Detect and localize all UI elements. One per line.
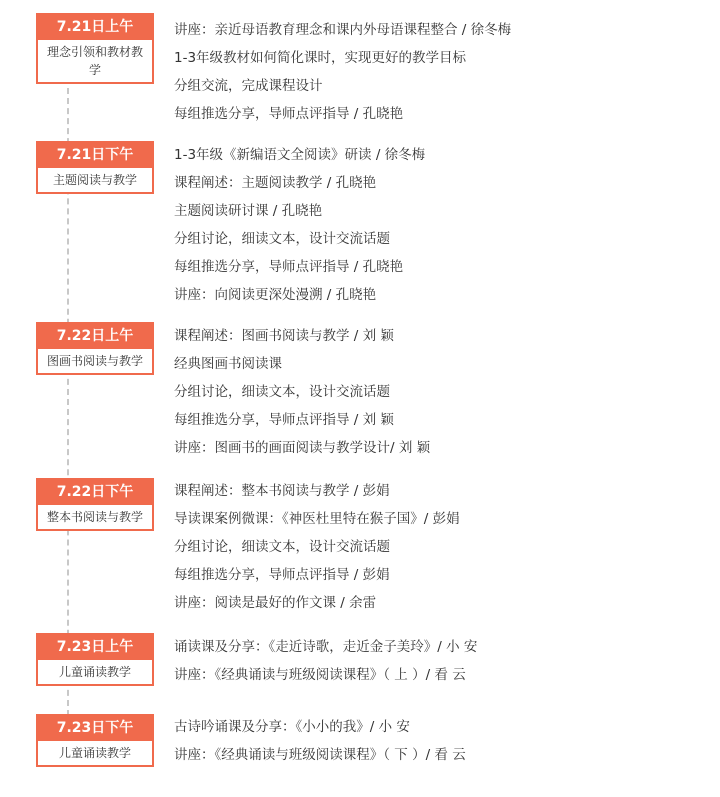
session-date: 7.22日上午: [38, 324, 152, 349]
session-date: 7.21日上午: [38, 15, 152, 40]
list-item: 讲座：阅读是最好的作文课 / 余雷: [174, 595, 377, 611]
session-date: 7.23日下午: [38, 716, 152, 741]
list-item: 讲座：向阅读更深处漫溯 / 孔晓艳: [174, 287, 377, 303]
session-date: 7.22日下午: [38, 480, 152, 505]
list-item: 每组推选分享，导师点评指导 / 孔晓艳: [174, 106, 404, 122]
session-theme: 主题阅读与教学: [52, 173, 137, 187]
list-item: 课程阐述：整本书阅读与教学 / 彭娟: [174, 483, 390, 499]
session-theme: 图画书阅读与教学: [46, 354, 143, 368]
session-items: [174, 633, 477, 689]
session-date: 7.21日下午: [38, 143, 152, 168]
list-item: 分组讨论，细读文本，设计交流话题: [174, 539, 390, 555]
list-item: 1-3年级教材如何简化课时，实现更好的教学目标: [174, 50, 467, 66]
list-item: 课程阐述：主题阅读教学 / 孔晓艳: [174, 175, 377, 191]
session-items: [174, 477, 460, 617]
list-item: 讲座：亲近母语教育理念和课内外母语课程整合 / 徐冬梅: [174, 22, 512, 38]
list-item: 导读课案例微课：《神医杜里特在猴子国》/ 彭娟: [174, 511, 460, 527]
session-tag: [36, 13, 154, 84]
list-item: 古诗吟诵课及分享：《小小的我》/ 小 安: [174, 719, 410, 735]
list-item: 分组讨论，细读文本，设计交流话题: [174, 384, 390, 400]
session-date: 7.23日上午: [38, 635, 152, 660]
session-items: [174, 322, 430, 462]
session-tag: [36, 478, 154, 531]
list-item: 课程阐述：图画书阅读与教学 / 刘 颖: [174, 328, 394, 344]
session-items: [174, 713, 466, 769]
session-theme: 理念引领和教材教学: [46, 45, 143, 77]
list-item: 讲座：《经典诵读与班级阅读课程》（ 上 ）/ 看 云: [174, 667, 466, 683]
session-items: [174, 141, 425, 309]
session-theme: 整本书阅读与教学: [46, 510, 143, 524]
list-item: 主题阅读研讨课 / 孔晓艳: [174, 203, 323, 219]
session-tag: [36, 141, 154, 194]
list-item: 讲座：图画书的画面阅读与教学设计/ 刘 颖: [174, 440, 431, 456]
list-item: 1-3年级《新编语文全阅读》研读 / 徐冬梅: [174, 147, 426, 163]
list-item: 诵读课及分享：《走近诗歌，走近金子美玲》/ 小 安: [174, 639, 478, 655]
list-item: 每组推选分享，导师点评指导 / 彭娟: [174, 567, 390, 583]
list-item: 分组交流，完成课程设计: [174, 78, 323, 94]
session-tag: [36, 633, 154, 686]
list-item: 分组讨论，细读文本，设计交流话题: [174, 231, 390, 247]
session-tag: [36, 322, 154, 375]
session-tag: [36, 714, 154, 767]
session-items: [174, 16, 511, 128]
list-item: 经典图画书阅读课: [174, 356, 282, 372]
session-theme: 儿童诵读教学: [58, 665, 131, 679]
list-item: 每组推选分享，导师点评指导 / 刘 颖: [174, 412, 394, 428]
session-theme: 儿童诵读教学: [58, 746, 131, 760]
list-item: 每组推选分享，导师点评指导 / 孔晓艳: [174, 259, 404, 275]
list-item: 讲座：《经典诵读与班级阅读课程》（ 下 ）/ 看 云: [174, 747, 466, 763]
